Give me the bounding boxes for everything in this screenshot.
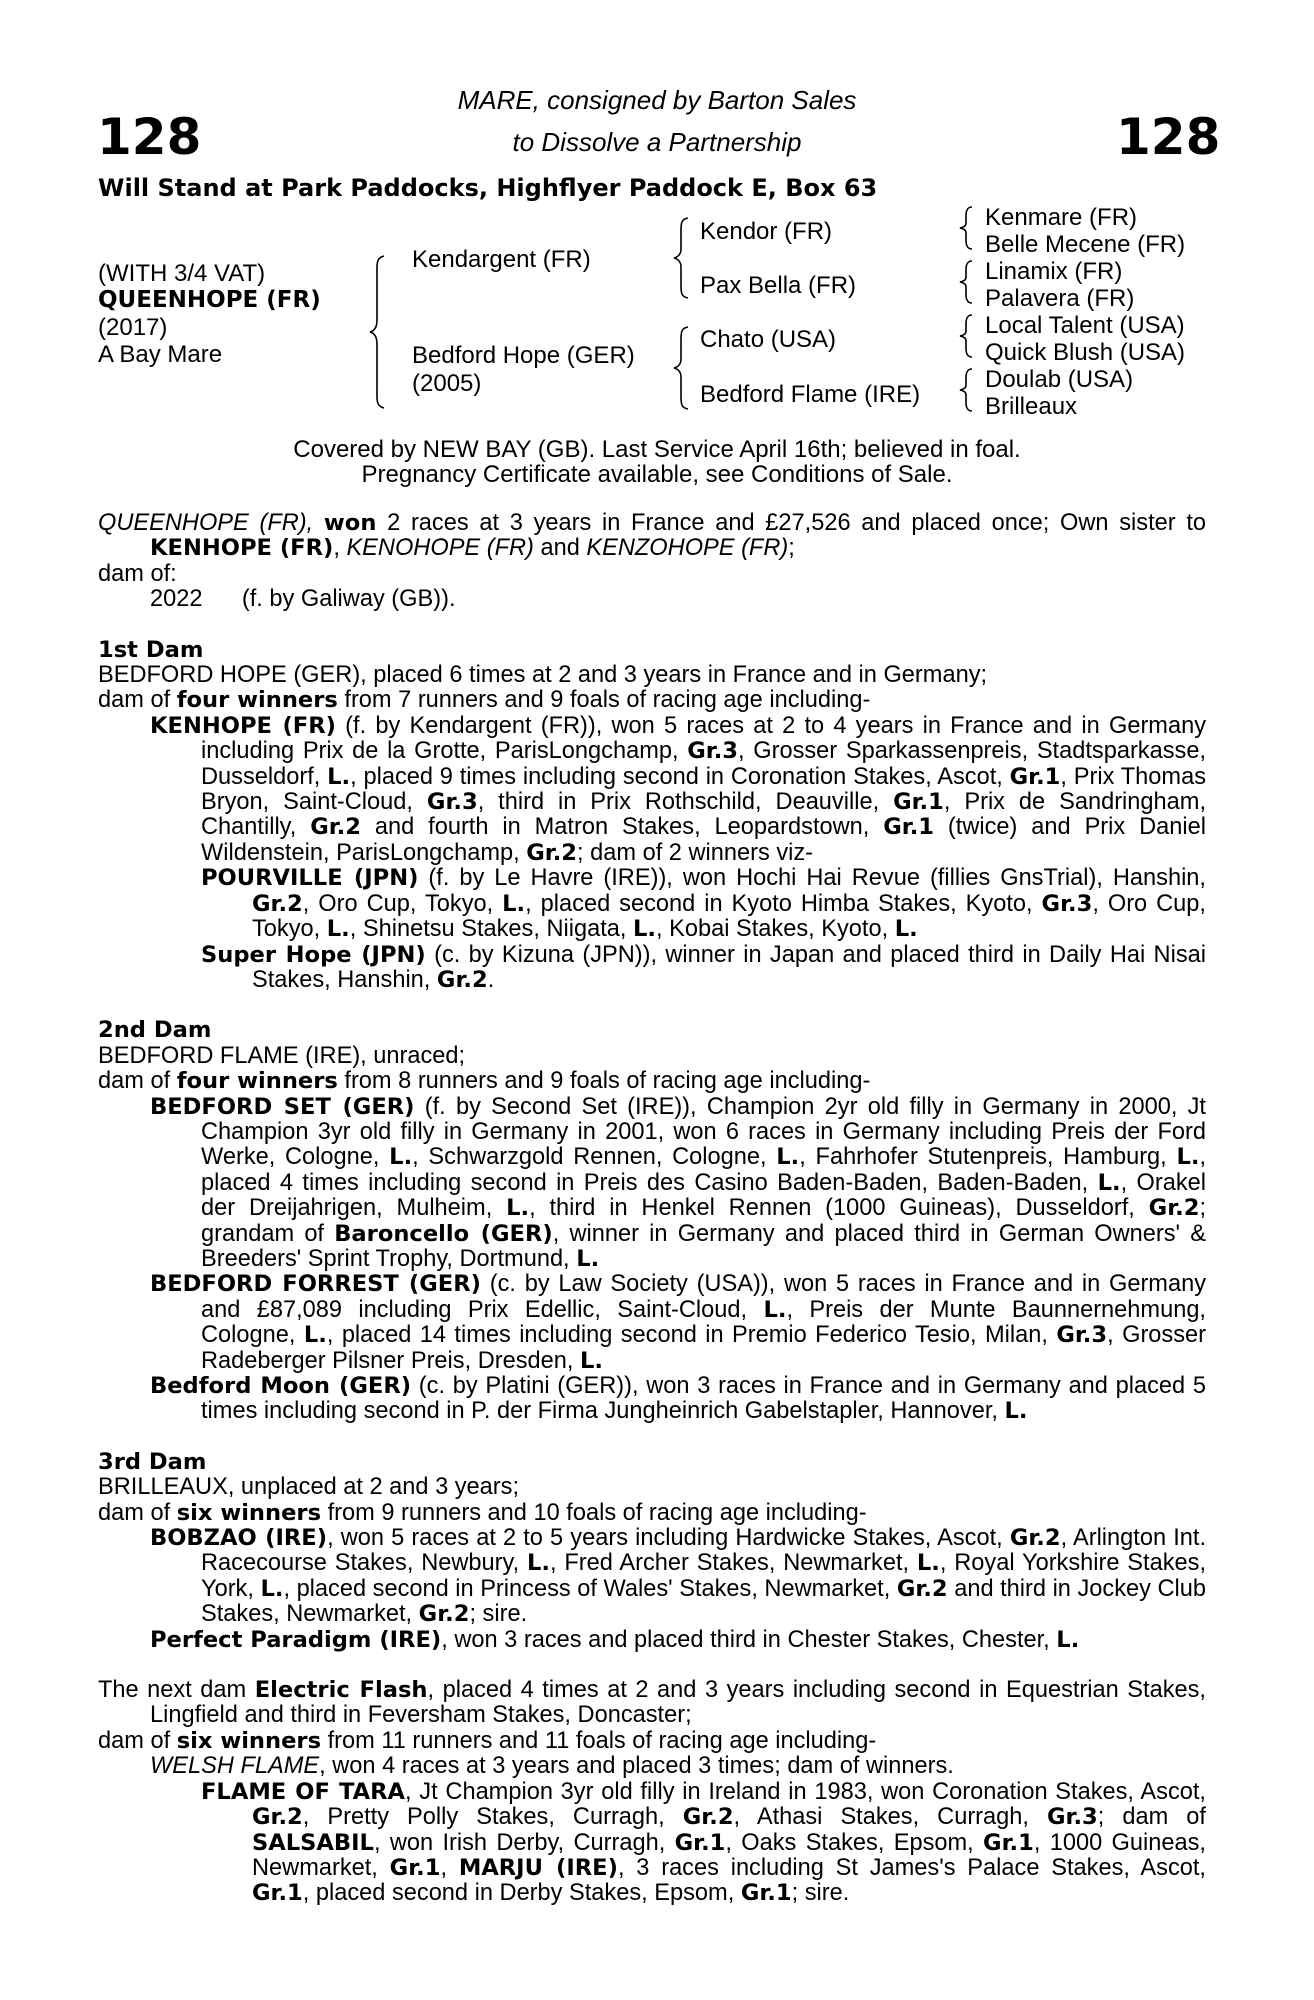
- progeny-bobzao: BOBZAO (IRE), won 5 races at 2 to 5 years including Hardwicke Stakes, Ascot, Gr.2, Arlington Int. Racecourse Stakes, Newbury, L., Fred Archer Stakes, Newmarket, L., Royal Yorkshire Stakes, York, L., placed second in Princess of Wales' Stakes, Newmarket, Gr.2 and third in Jockey Club Stakes, Newmarket, Gr.2; sire.: [150, 1525, 1206, 1628]
- lot-number-right: 128: [1116, 108, 1221, 166]
- dam-dam: Bedford Flame (IRE): [700, 381, 921, 408]
- horse-name: QUEENHOPE (FR): [98, 287, 321, 313]
- progeny-kenhope: KENHOPE (FR) (f. by Kendargent (FR)), won 5 races at 2 to 4 years in France and in Germany including Prix de la Grotte, ParisLongchamp, Gr.3, Grosser Sparkassenpreis, Stadtsparkasse, Dusseldorf, L., placed 9 times including second in Coronation Stakes, Ascot, Gr.1, Prix Thomas Bryon, Saint-Cloud, Gr.3, third in Prix Rothschild, Deauville, Gr.1, Prix de Sandringham, Chantilly, Gr.2 and fourth in Matron Stakes, Leopardstown, Gr.1 (twice) and Prix Daniel Wildenstein, ParisLongchamp, Gr.2; dam of 2 winners viz-: [150, 712, 1206, 866]
- pedigree-dds: Doulab (USA): [985, 366, 1134, 393]
- pedigree-brace-sd: [958, 259, 974, 305]
- intro-dam-of: dam of:: [98, 560, 177, 587]
- pedigree-ssd: Belle Mecene (FR): [985, 231, 1186, 258]
- progeny-bedford-set: BEDFORD SET (GER) (f. by Second Set (IRE)), Champion 2yr old filly in Germany in 2000, Jt Champion 3yr old filly in Germany in 2001, won 6 races in Germany including Preis der Ford Werke, Cologne, L., Schwarzgold Rennen, Cologne, L., Fahrhofer Stutenpreis, Hamburg, L., placed 4 times including second in Preis des Casino Baden-Baden, Baden-Baden, L., Orakel der Dreijahrigen, Mulheim, L., third in Henkel Rennen (1000 Guineas), Dusseldorf, Gr.2; grandam of Baroncello (GER), winner in Germany and placed third in German Owners' & Breeders' Sprint Trophy, Dortmund, L.: [150, 1093, 1206, 1272]
- pedigree-dss: Local Talent (USA): [985, 312, 1185, 339]
- pedigree-sdd: Palavera (FR): [985, 285, 1135, 312]
- second-dam-of: dam of four winners from 8 runners and 9 foals of racing age including-: [98, 1068, 871, 1095]
- first-dam-of: dam of four winners from 7 runners and 9 foals of racing age including-: [98, 687, 871, 714]
- second-dam-line: BEDFORD FLAME (IRE), unraced;: [98, 1042, 466, 1069]
- pedigree-sss: Kenmare (FR): [985, 204, 1138, 231]
- pedigree-brace-dd: [958, 367, 974, 413]
- covered-line-2: Pregnancy Certificate available, see Conditions of Sale.: [361, 461, 953, 488]
- consignor-line-1: MARE, consigned by Barton Sales: [457, 85, 857, 115]
- progeny-perfect-paradigm: Perfect Paradigm (IRE), won 3 races and placed third in Chester Stakes, Chester, L.: [150, 1626, 1080, 1653]
- dam: Bedford Hope (GER): [412, 342, 635, 369]
- progeny-bedford-moon: Bedford Moon (GER) (c. by Platini (GER)), won 3 races in France and in Germany and placed 5 times including second in P. der Firma Jungheinrich Gabelstapler, Hannover, L.: [150, 1373, 1206, 1425]
- vat-note: (WITH 3/4 VAT): [98, 260, 266, 287]
- pedigree-ddd: Brilleaux: [985, 393, 1078, 420]
- progeny-super-hope: Super Hope (JPN) (c. by Kizuna (JPN)), winner in Japan and placed third in Daily Hai Nisai Stakes, Hanshin, Gr.2.: [201, 941, 1206, 993]
- covered-line-1: Covered by NEW BAY (GB). Last Service April 16th; believed in foal.: [293, 436, 1021, 463]
- sire-dam: Pax Bella (FR): [700, 272, 857, 299]
- progeny-flame-of-tara: FLAME OF TARA, Jt Champion 3yr old filly in Ireland in 1983, won Coronation Stakes, Ascot, Gr.2, Pretty Polly Stakes, Curragh, Gr.2, Athasi Stakes, Curragh, Gr.3; dam of SALSABIL, won Irish Derby, Curragh, Gr.1, Oaks Stakes, Epsom, Gr.1, 1000 Guineas, Newmarket, Gr.1, MARJU (IRE), 3 races including St James's Palace Stakes, Ascot, Gr.1, placed second in Derby Stakes, Epsom, Gr.1; sire.: [201, 1778, 1206, 1907]
- first-dam-heading: 1st Dam: [98, 636, 204, 663]
- dam-year: (2005): [412, 370, 482, 397]
- dam-sire: Chato (USA): [700, 326, 837, 353]
- pedigree-brace-ss: [958, 205, 974, 251]
- stand-location: Will Stand at Park Paddocks, Highflyer Paddock E, Box 63: [98, 174, 878, 202]
- progeny-pourville: POURVILLE (JPN) (f. by Le Havre (IRE)), won Hochi Hai Revue (fillies GnsTrial), Hanshin, Gr.2, Oro Cup, Tokyo, L., placed second in Kyoto Himba Stakes, Kyoto, Gr.3, Oro Cup, Tokyo, L., Shinetsu Stakes, Niigata, L., Kobai Stakes, Kyoto, L.: [201, 865, 1206, 943]
- first-dam-line: BEDFORD HOPE (GER), placed 6 times at 2 and 3 years in France and in Germany;: [98, 662, 988, 689]
- produce-2022: 2022 (f. by Galiway (GB)).: [150, 586, 456, 613]
- pedigree-brace-dam: [672, 325, 690, 411]
- lot-number-left: 128: [97, 108, 202, 166]
- horse-description: A Bay Mare: [98, 341, 223, 368]
- next-dam-of: dam of six winners from 11 runners and 11 foals of racing age including-: [98, 1727, 877, 1754]
- sire-sire: Kendor (FR): [700, 218, 833, 245]
- sire: Kendargent (FR): [412, 246, 591, 273]
- progeny-bedford-forrest: BEDFORD FORREST (GER) (c. by Law Society (USA)), won 5 races in France and in Germany and £87,089 including Prix Edellic, Saint-Cloud, L., Preis der Munte Baunnernehmung, Cologne, L., placed 14 times including second in Premio Federico Tesio, Milan, Gr.3, Grosser Radeberger Pilsner Preis, Dresden, L.: [150, 1271, 1206, 1374]
- pedigree-brace-sire: [672, 216, 690, 300]
- catalogue-body: [98, 511, 1206, 1907]
- pedigree-brace-ds: [958, 313, 974, 359]
- pedigree-dsd: Quick Blush (USA): [985, 339, 1186, 366]
- second-dam-heading: 2nd Dam: [98, 1017, 212, 1044]
- progeny-welsh-flame: WELSH FLAME, won 4 races at 3 years and placed 3 times; dam of winners.: [150, 1753, 954, 1780]
- next-dam-line: The next dam Electric Flash, placed 4 times at 2 and 3 years including second in Equestrian Stakes, Lingfield and third in Feversham Stakes, Doncaster;: [98, 1677, 1206, 1729]
- horse-year: (2017): [98, 314, 168, 341]
- intro-paragraph: QUEENHOPE (FR), won 2 races at 3 years in France and £27,526 and placed once; Own sister to KENHOPE (FR), KENOHOPE (FR) and KENZOHOPE (FR);: [98, 510, 1206, 562]
- pedigree-brace-1: [368, 254, 386, 410]
- pedigree-sds: Linamix (FR): [985, 258, 1123, 285]
- third-dam-line: BRILLEAUX, unplaced at 2 and 3 years;: [98, 1474, 520, 1501]
- third-dam-heading: 3rd Dam: [98, 1448, 207, 1475]
- third-dam-of: dam of six winners from 9 runners and 10 foals of racing age including-: [98, 1499, 867, 1526]
- consignor-line-2: to Dissolve a Partnership: [512, 127, 802, 157]
